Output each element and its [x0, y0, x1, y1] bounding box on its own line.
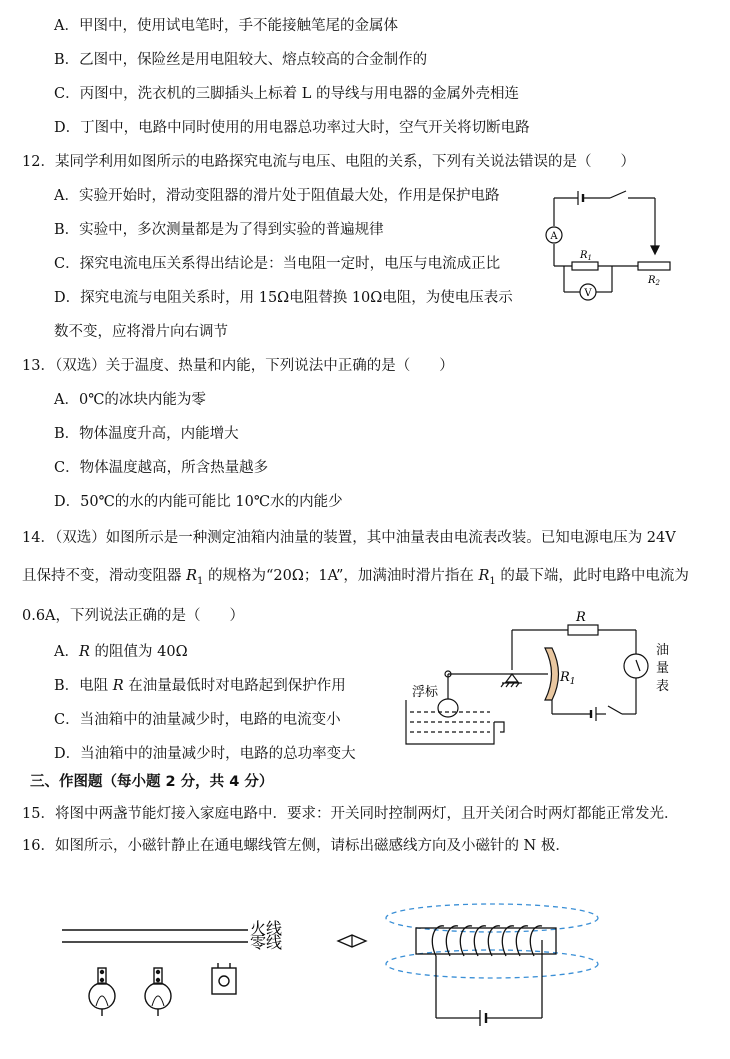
neutral-wire-label: 零线 [250, 933, 283, 952]
section-3-heading: 三、作图题（每小题 2 分，共 4 分） [30, 774, 274, 790]
meter-label-1: 油 [656, 643, 670, 658]
q11-option-d: D．丁图中，电路中同时使用的用电器总功率过大时，空气开关将切断电路 [54, 120, 530, 136]
switch-lever [610, 191, 626, 198]
meter-label-3: 表 [656, 679, 670, 694]
q14-option-a: A．R 的阻值为 40Ω [54, 644, 188, 660]
r1-label: $R_1$ [580, 250, 592, 262]
q12-option-a: A．实验开始时，滑动变阻器的滑片处于阻值最大处，作用是保护电路 [54, 188, 500, 204]
resistor-r [568, 625, 598, 635]
float-ball [438, 699, 458, 717]
ammeter-label: A [550, 231, 558, 242]
q14-option-b: B．电阻 R 在油量最低时对电路起到保护作用 [54, 678, 346, 694]
oil-meter-circle [624, 654, 648, 678]
q13-stem: 13．（双选）关于温度、热量和内能，下列说法中正确的是（ ） [22, 358, 454, 374]
q12-option-d: D．探究电流与电阻关系时，用 15Ω电阻替换 10Ω电阻，为使电压表示 [54, 290, 513, 306]
pivot [506, 674, 518, 682]
q15-household-circuit-figure [60, 910, 360, 1050]
live-wire-label: 火线 [250, 919, 283, 938]
r2-label: $R_2$ [648, 275, 660, 287]
q16-solenoid-figure [330, 900, 620, 1040]
q13-option-a: A．0℃的冰块内能为零 [54, 392, 206, 408]
float-label: 浮标 [412, 685, 439, 700]
r2-rheostat [638, 262, 670, 270]
meter-label-2: 量 [656, 661, 670, 676]
switch-lever [608, 706, 622, 714]
lamp-1 [89, 968, 115, 1016]
q14-oil-gauge-figure [400, 608, 690, 758]
q12-circuit-figure [540, 188, 670, 308]
q12-option-d-cont: 数不变，应将滑片向右调节 [54, 324, 228, 340]
q13-option-c: C．物体温度越高，所含热量越多 [54, 460, 269, 476]
wall-switch [212, 963, 236, 994]
slider-arrow [651, 246, 659, 254]
q14-stem-line1: 14．（双选）如图所示是一种测定油箱内油量的装置，其中油量表由电流表改装。已知电源电压为 24V [22, 530, 676, 546]
q11-option-a: A．甲图中，使用试电笔时，手不能接触笔尾的金属体 [54, 18, 398, 34]
q12-stem: 12．某同学利用如图所示的电路探究电流与电压、电阻的关系，下列有关说法错误的是（ ） [22, 154, 635, 170]
q16-text: 16．如图所示，小磁针静止在通电螺线管左侧，请标出磁感线方向及小磁针的 N 极． [22, 838, 570, 854]
q12-option-b: B．实验中，多次测量都是为了得到实验的普遍规律 [54, 222, 384, 238]
q14-stem-line2: 且保持不变，滑动变阻器 $R_1$ 的规格为“20Ω；1A”，加满油时滑片指在 $R_1$ 的最下端，此时电路中电流为 [22, 568, 689, 587]
q14-option-d: D．当油箱中的油量减少时，电路的总功率变大 [54, 746, 356, 762]
q15-text: 15．将图中两盏节能灯接入家庭电路中．要求：开关同时控制两灯，且开关闭合时两灯都能正常发光． [22, 806, 679, 822]
q11-option-b: B．乙图中，保险丝是用电阻较大、熔点较高的合金制作的 [54, 52, 428, 68]
q13-option-d: D．50℃的水的内能可能比 10℃水的内能少 [54, 494, 343, 510]
q14-stem-line3: 0.6A，下列说法正确的是（ ） [22, 608, 245, 624]
q11-option-c: C．丙图中，洗衣机的三脚插头上标着 L 的导线与用电器的金属外壳相连 [54, 86, 519, 102]
voltmeter-label: V [584, 288, 592, 299]
q12-option-c: C．探究电流电压关系得出结论是：当电阻一定时，电压与电流成正比 [54, 256, 501, 272]
compass-needle [338, 935, 366, 947]
r-label: R [576, 610, 586, 625]
q13-option-b: B．物体温度升高，内能增大 [54, 426, 239, 442]
r1-resistor [572, 262, 598, 270]
q14-option-c: C．当油箱中的油量减少时，电路的电流变小 [54, 712, 341, 728]
lamp-2 [145, 968, 171, 1016]
r1-label: $R_1$ [560, 670, 576, 687]
